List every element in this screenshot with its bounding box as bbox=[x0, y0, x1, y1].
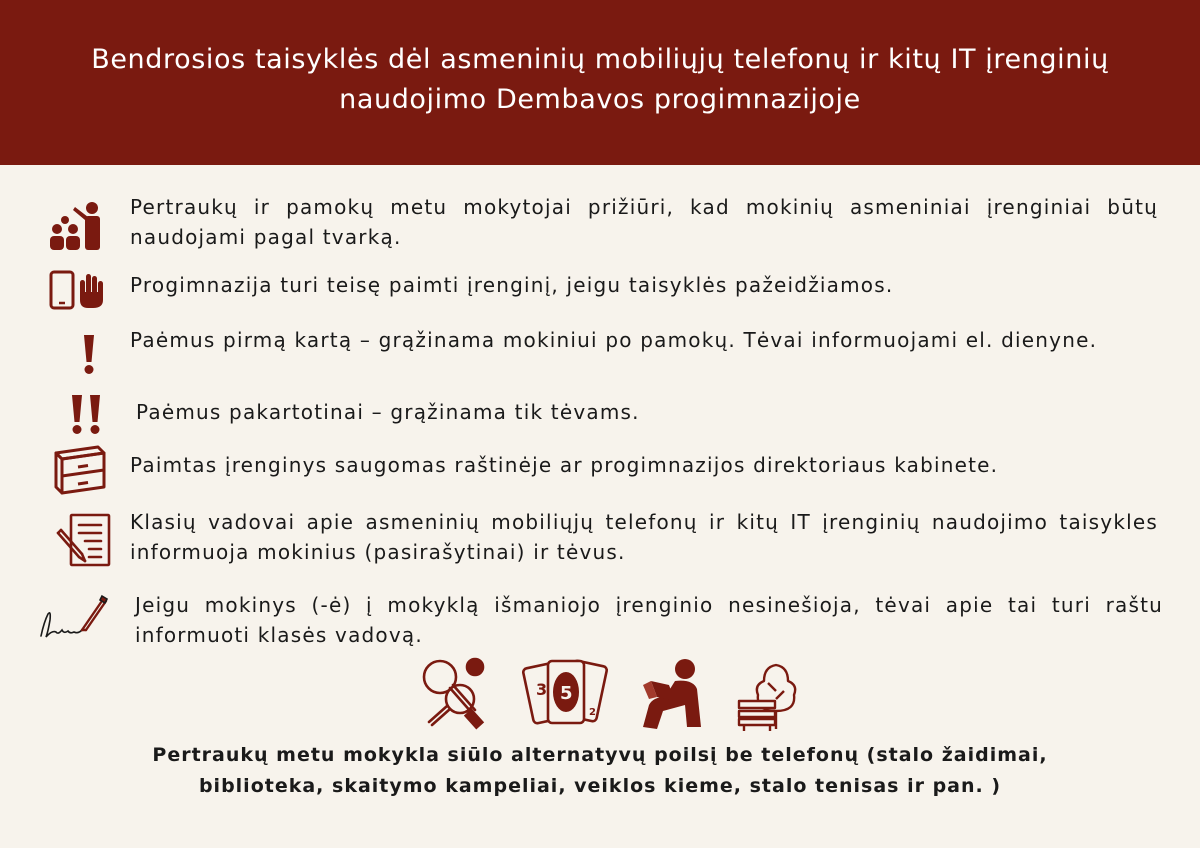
rule-text: Pertraukų ir pamokų metu mokytojai prižiūri, kad mokinių asmeniniai įrenginiai būtų naudojami pagal tvarką. bbox=[130, 195, 1158, 249]
teacher-supervising-icon bbox=[47, 196, 105, 252]
exclamation-icon bbox=[82, 333, 96, 375]
reading-person-icon bbox=[635, 655, 711, 735]
double-exclamation-icon bbox=[69, 393, 105, 435]
playing-cards-icon bbox=[522, 655, 610, 735]
page-title: Bendrosios taisyklės dėl asmeninių mobiliųjų telefonų ir kitų IT įrenginių naudojimo Dembavos progimnazijoje bbox=[91, 44, 1109, 115]
park-bench-tree-icon bbox=[736, 655, 808, 735]
table-tennis-icon bbox=[420, 655, 486, 735]
rule-text: Paėmus pakartotinai – grąžinama tik tėvams. bbox=[136, 400, 640, 424]
rule-text: Klasių vadovai apie asmeninių mobiliųjų telefonų ir kitų IT įrenginių naudojimo taisykles informuoja mokinius (pasirašytinai) ir tėvus. bbox=[130, 510, 1158, 564]
card-number: 3 bbox=[536, 680, 548, 699]
header-banner bbox=[0, 0, 1200, 165]
signed-document-icon bbox=[55, 513, 113, 569]
footer-note: Pertraukų metu mokykla siūlo alternatyvų poilsį be telefonų (stalo žaidimai, biblioteka, skaitymo kampeliai, veiklos kieme, stalo tenisas ir pan. ) bbox=[152, 744, 1048, 797]
activity-icons bbox=[0, 655, 1200, 735]
rule-text: Paimtas įrenginys saugomas raštinėje ar progimnazijos direktoriaus kabinete. bbox=[130, 453, 999, 477]
rule-text: Jeigu mokinys (-ė) į mokyklą išmaniojo įrenginio nesinešioja, tėvai apie tai turi raštu informuoti klasės vadovą. bbox=[135, 593, 1163, 647]
rule-text: Paėmus pirmą kartą – grąžinama mokiniui po pamokų. Tėvai informuojami el. dienyne. bbox=[130, 328, 1098, 352]
card-number: 2 bbox=[589, 707, 596, 718]
rule-text: Progimnazija turi teisę paimti įrenginį, jeigu taisyklės pažeidžiamos. bbox=[130, 273, 894, 297]
drawer-cabinet-icon bbox=[52, 443, 108, 497]
card-number: 5 bbox=[560, 683, 573, 704]
phone-stop-hand-icon bbox=[48, 270, 106, 310]
signature-pen-icon bbox=[38, 592, 110, 642]
